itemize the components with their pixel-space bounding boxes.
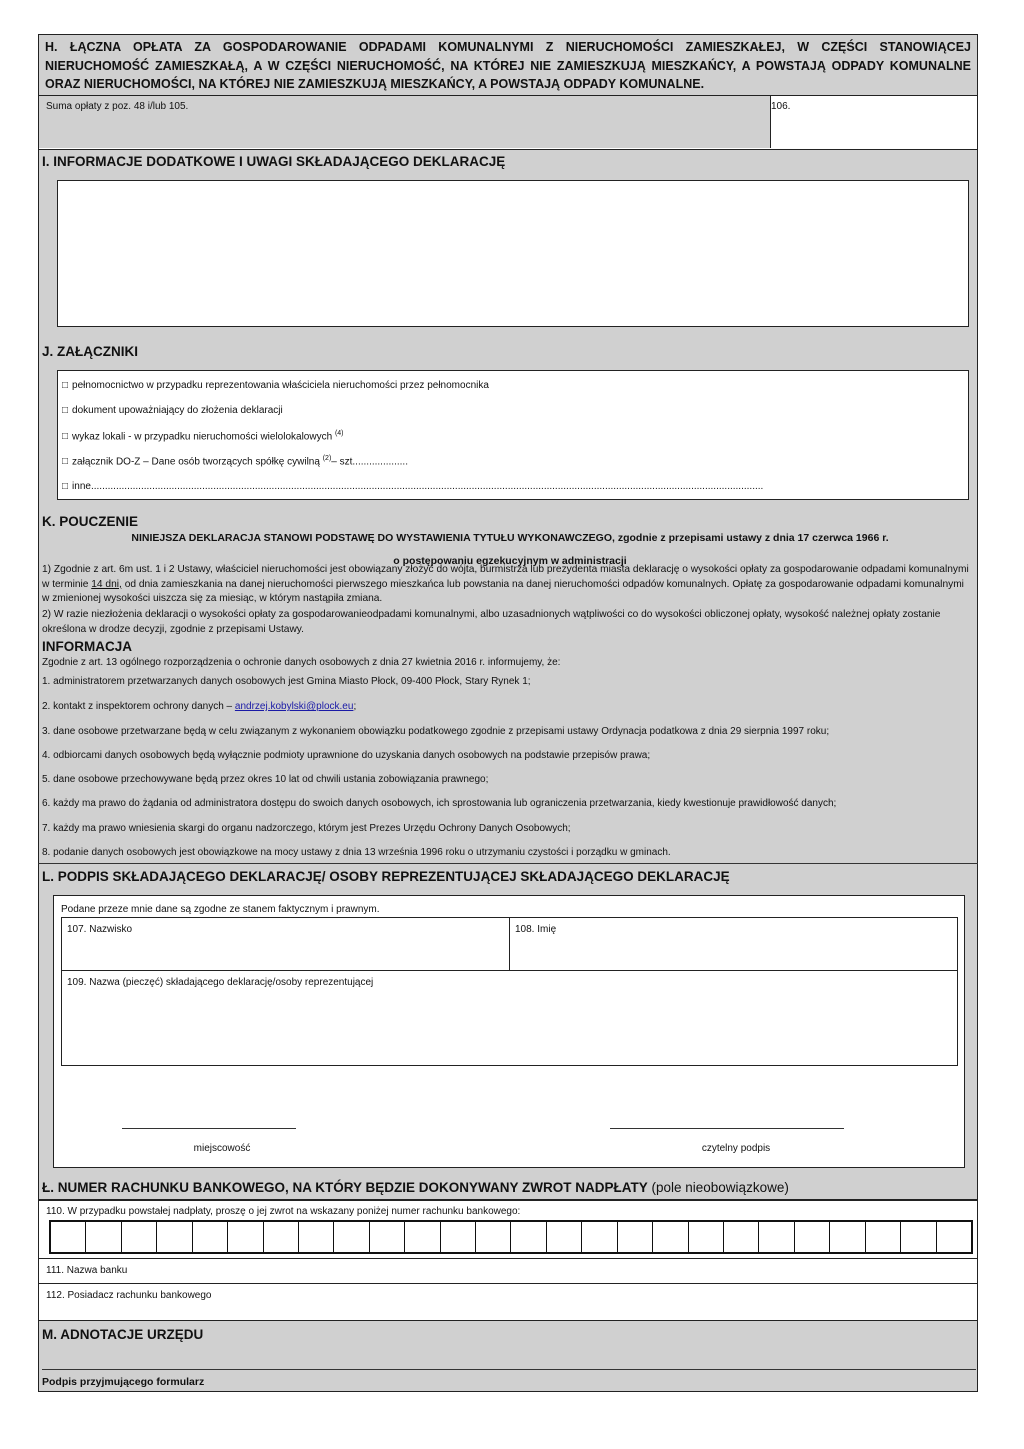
field-109-label: 109. Nazwa (pieczęć) składającego deklarację/osoby reprezentującej [67, 977, 374, 988]
section-l2-title: Ł. NUMER RACHUNKU BANKOWEGO, NA KTÓRY BĘDZIE DOKONYWANY ZWROT NADPŁATY (pole nieobowiązkowe) [42, 1180, 789, 1195]
field-108-first-name[interactable] [510, 918, 957, 971]
instruction-paragraph-2: 2) W razie niezłożenia deklaracji o wysokości opłaty za gospodarowanieodpadami komunalnymi, albo uzasadnionych wątpliwości co do wysokości obliczonej opłaty, wysokość należnej opłaty zostanie określona w drodze decyzji, zgodnie z przepisami Ustawy. [42, 609, 941, 635]
sum-label [39, 96, 770, 148]
account-digit-cell[interactable] [901, 1222, 936, 1252]
section-m-title: M. ADNOTACJE URZĘDU [42, 1327, 204, 1342]
account-digit-cell[interactable] [299, 1222, 334, 1252]
field-110-row [39, 1201, 977, 1259]
field-107-surname[interactable] [62, 918, 510, 971]
information-item-2: 2. kontakt z inspektorem ochrony danych – andrzej.kobylski@plock.eu; [42, 701, 357, 712]
footnote-ref: (4) [334, 430, 344, 437]
information-item-6: 6. każdy ma prawo do żądania od administratora dostępu do swoich danych osobowych, ich sprostowania lub ograniczenia przetwarzania, kiedy kwestionuje prawidłowość danych; [42, 798, 837, 809]
checkbox-icon[interactable]: □ [62, 380, 69, 391]
information-title: INFORMACJA [42, 639, 132, 654]
account-digit-cell[interactable] [866, 1222, 901, 1252]
additional-info-textarea[interactable] [57, 180, 969, 327]
information-item-7: 7. każdy ma prawo wniesienia skargi do organu nadzorczego, którym jest Prezes Urzędu Ochrony Danych Osobowych; [42, 823, 571, 834]
account-digit-cell[interactable] [264, 1222, 299, 1252]
place-signature-line[interactable] [122, 1128, 296, 1129]
attachment-item-do-z[interactable]: □ załącznik DO-Z – Dane osób tworzących spółkę cywilną $^{(2)}$– szt.................... [62, 455, 408, 468]
account-digit-cell[interactable] [193, 1222, 228, 1252]
account-digit-cell[interactable] [511, 1222, 546, 1252]
attachment-item-authorization-document[interactable]: □ dokument upoważniający do złożenia deklaracji [62, 405, 283, 416]
attachment-item-power-of-attorney[interactable]: □ pełnomocnictwo w przypadku reprezentowania właściciela nieruchomości przez pełnomocnika [62, 380, 489, 391]
account-digit-cell[interactable] [937, 1222, 971, 1252]
account-number-grid[interactable] [49, 1220, 973, 1254]
account-digit-cell[interactable] [618, 1222, 653, 1252]
account-digit-cell[interactable] [759, 1222, 794, 1252]
signature-line[interactable] [610, 1128, 844, 1129]
place-caption: miejscowość [193, 1143, 251, 1154]
account-digit-cell[interactable] [795, 1222, 830, 1252]
account-digit-cell[interactable] [228, 1222, 263, 1252]
signature-fields-table [61, 917, 958, 1066]
account-digit-cell[interactable] [86, 1222, 121, 1252]
bank-account-section [38, 1200, 978, 1321]
receiver-signature-label: Podpis przyjmującego formularz [42, 1376, 205, 1388]
attachment-item-other[interactable]: □ inne.................................................................................................................................................................................................................................................. [62, 481, 764, 492]
checkbox-icon[interactable]: □ [62, 456, 69, 468]
section-l-title: L. PODPIS SKŁADAJĄCEGO DEKLARACJĘ/ OSOBY REPREZENTUJĄCEJ SKŁADAJĄCEGO DEKLARACJĘ [42, 869, 730, 884]
footnote-ref: (2) [322, 455, 332, 462]
checkbox-icon[interactable]: □ [62, 405, 69, 416]
account-digit-cell[interactable] [476, 1222, 511, 1252]
section-h-header [38, 34, 978, 96]
checkbox-icon[interactable]: □ [62, 481, 69, 492]
account-digit-cell[interactable] [547, 1222, 582, 1252]
section-j-title: J. ZAŁĄCZNIKI [42, 344, 138, 359]
field-109-stamp[interactable] [62, 971, 957, 1065]
information-item-4: 4. odbiorcami danych osobowych będą wyłącznie podmioty uprawnione do uzyskania danych osobowych na podstawie przepisów prawa; [42, 750, 651, 761]
declaration-note: Podane przeze mnie dane są zgodne ze stanem faktycznym i prawnym. [61, 904, 380, 915]
field-111-label: 111. Nazwa banku [46, 1265, 128, 1276]
account-digit-cell[interactable] [689, 1222, 724, 1252]
sum-row [38, 96, 978, 150]
enforcement-notice-line1: NINIEJSZA DEKLARACJA STANOWI PODSTAWĘ DO WYSTAWIENIA TYTUŁU WYKONAWCZEGO, zgodnie z przepisami ustawy z dnia 17 czerwca 1966 r. [131, 532, 889, 544]
information-intro: Zgodnie z art. 13 ogólnego rozporządzenia o ochronie danych osobowych z dnia 27 kwietnia 2016 r. informujemy, że: [42, 657, 561, 668]
account-digit-cell[interactable] [405, 1222, 440, 1252]
field-106-label: 106. [771, 101, 791, 112]
account-digit-cell[interactable] [441, 1222, 476, 1252]
section-k-title: K. POUCZENIE [42, 514, 139, 529]
field-108-label: 108. Imię [515, 924, 557, 935]
information-item-3: 3. dane osobowe przetwarzane będą w celu związanym z wykonaniem obowiązku podatkowego zgodnie z przepisami ustawy Ordynacja podatkowa z dnia 29 sierpnia 1997 roku; [42, 726, 830, 737]
field-112-label: 112. Posiadacz rachunku bankowego [46, 1290, 212, 1301]
account-digit-cell[interactable] [582, 1222, 617, 1252]
account-digit-cell[interactable] [653, 1222, 688, 1252]
information-item-8: 8. podanie danych osobowych jest obowiązkowe na mocy ustawy z dnia 13 września 1996 roku o utrzymaniu czystości i porządku w gminach. [42, 847, 671, 858]
account-digit-cell[interactable] [51, 1222, 86, 1252]
signature-caption: czytelny podpis [701, 1143, 771, 1154]
field-111-bank-name[interactable] [39, 1259, 977, 1284]
account-digit-cell[interactable] [157, 1222, 192, 1252]
attachment-item-premises-list[interactable]: □ wykaz lokali - w przypadku nieruchomości wielolokalowych $^{(4)}$ [62, 430, 344, 443]
account-digit-cell[interactable] [370, 1222, 405, 1252]
email-link[interactable]: andrzej.kobylski@plock.eu [234, 701, 354, 712]
instruction-paragraph-1: 1) Zgodnie z art. 6m ust. 1 i 2 Ustawy, właściciel nieruchomości jest obowiązany złożyć do wójta, burmistrza lub prezydenta miasta deklarację o wysokości opłaty za gospodarowanie odpadami komunalnymi w terminie 14 dni, od dnia zamieszkania na danej nieruchomości pierwszego mieszkańca lub powstania na danej nieruchomości odpadów komunalnych. Opłatę za gospodarowanie odpadami komunalnymi w zmienionej wysokości uiszcza się za miesiąc, w którym nastąpiła zmiana. [42, 564, 969, 604]
account-digit-cell[interactable] [122, 1222, 157, 1252]
section-divider [38, 863, 978, 864]
field-110-label: 110. W przypadku powstałej nadpłaty, proszę o jej zwrot na wskazany poniżej numer rachunku bankowego: [46, 1206, 521, 1217]
account-digit-cell[interactable] [724, 1222, 759, 1252]
office-divider [42, 1369, 976, 1370]
information-item-5: 5. dane osobowe przechowywane będą przez okres 10 lat od chwili ustania zobowiązania prawnego; [42, 774, 489, 785]
sum-label-text: Suma opłaty z poz. 48 i/lub 105. [46, 101, 189, 112]
account-digit-cell[interactable] [830, 1222, 865, 1252]
enforcement-notice-line2: o postępowaniu egzekucyjnym w administracji [393, 555, 627, 567]
checkbox-icon[interactable]: □ [62, 431, 69, 443]
field-106[interactable] [770, 96, 977, 148]
account-digit-cell[interactable] [334, 1222, 369, 1252]
section-i-title: I. INFORMACJE DODATKOWE I UWAGI SKŁADAJĄCEGO DEKLARACJĘ [42, 154, 506, 169]
section-h-title: H. ŁĄCZNA OPŁATA ZA GOSPODAROWANIE ODPADAMI KOMUNALNYMI Z NIERUCHOMOŚCI ZAMIESZKAŁEJ, W CZĘŚCI STANOWIĄCEJ NIERUCHOMOŚĆ ZAMIESZKAŁĄ, A W CZĘŚCI NIERUCHOMOŚĆ, NA KTÓREJ NIE ZAMIESZKUJĄ MIESZKAŃCY, A POWSTAJĄ ODPADY KOMUNALNE ORAZ NIERUCHOMOŚCI, NA KTÓREJ NIE ZAMIESZKUJĄ MIESZKAŃCY, A POWSTAJĄ ODPADY KOMUNALNE. [45, 40, 971, 91]
field-107-label: 107. Nazwisko [67, 924, 133, 935]
field-112-account-holder[interactable] [39, 1284, 977, 1320]
information-item-1: 1. administratorem przetwarzanych danych osobowych jest Gmina Miasto Płock, 09-400 Płock, Stary Rynek 1; [42, 676, 531, 687]
